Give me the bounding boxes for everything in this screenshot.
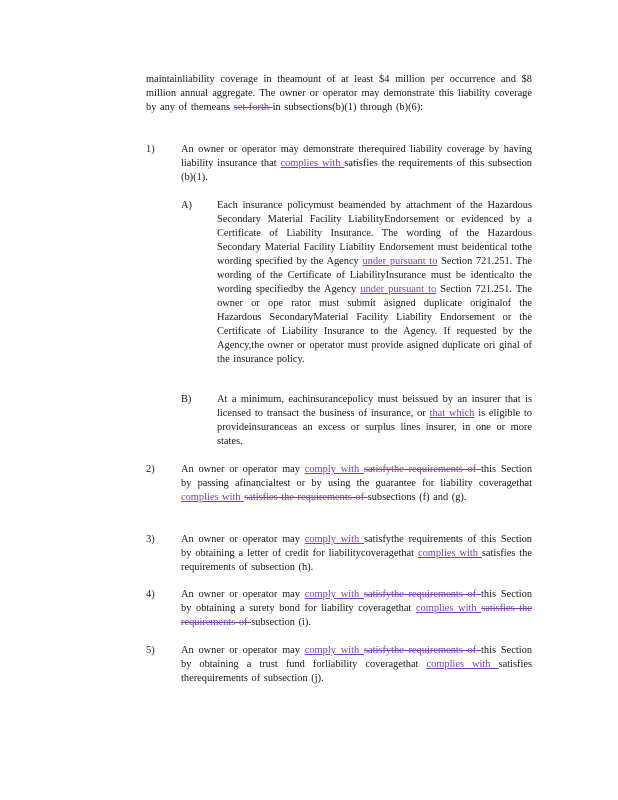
sub-a-text-3: Section 721.251. The owner or ope rator must submit asigned duplicate originalof the Hazardous SecondaryMaterial Facility Liability Endorsement or the Certificate of Liability Insurance to the Agency. If requested by the Agency,the owner or operator must provide asigned duplicate ori ginal of the insurance policy. [217,284,532,365]
item-3-number: 3) [146,534,155,545]
sub-a-insertion-2: under pursuant to [360,284,437,295]
intro-text-2: in subsections(b)(1) through (b)(6): [272,102,424,113]
item-1-text-2: satisfies the requirements of this subsection (b)(1). [181,158,533,183]
sub-b-number: B) [181,394,192,405]
item-1-number: 1) [146,144,155,155]
item-5-deletion-1: satisfythe requirements of [363,645,482,656]
sub-a-text-1: Each insurance policymust beamended by attachment of the Hazardous Secondary Material Facility LiabilityEndorsement or evidenced by a Certificate of Liability Insurance. The wording of the Hazardous Secondary Material Facility Liability Endorsement must beidentical tothe wording specified by the Agency [217,200,532,267]
item-4-paragraph [181,588,532,630]
item-5-text-1: An owner or operator may [181,645,305,656]
item-5-paragraph [181,644,532,686]
item-2-insertion-2: complies with [181,492,245,503]
item-4-text-2: this Section by obtaining a surety bond for liability coveragethat [181,589,533,614]
item-5-insertion-1: comply with [304,645,364,656]
item-4-number: 4) [146,589,155,600]
item-3-text-1: An owner or operator may [181,534,305,545]
item-4-insertion-2: complies with [415,603,482,614]
item-3-text-2: satisfythe requirements of this Section by obtaining a letter of credit for liabilitycoveragethat [181,534,532,559]
item-2-paragraph [181,463,532,505]
item-5-number: 5) [146,645,155,656]
intro-text-1: maintainliability coverage in theamount of at least $4 million per occurrence and $8 million annual aggregate. The owner or operator may demonstrate this liability coverage by any of themeans [146,74,532,113]
item-3-insertion-1: comply with [304,534,364,545]
sub-a-text-2: Section 721.251. The wording of the Certificate of LiabilityInsurance must be identicalto the wording specifiedby the Agency [217,256,533,295]
item-2-insertion-1: comply with [304,464,364,475]
item-4-deletion-1: satisfythe requirements of [363,589,482,600]
item-5-text-2: this Section by obtaining a trust fund forliability coveragethat [181,645,533,670]
intro-paragraph [146,73,532,115]
item-5-insertion-2: complies with [426,659,499,670]
item-4-insertion-1: comply with [304,589,364,600]
item-1-insertion-1: complies with [280,158,345,169]
sub-b-text-1: At a minimum, eachinsurancepolicy must beissued by an insurer that is licensed to transact the business of insurance, or [217,394,532,419]
item-2-deletion-1: satisfythe requirements of [363,464,482,475]
item-4-text-3: subsection (i). [251,617,311,628]
item-4-text-1: An owner or operator may [181,589,305,600]
intro-deletion-1: set forth [233,102,273,113]
item-4-deletion-2: satisfies the requirements of [181,603,532,628]
item-1-text-1: An owner or operator may demonstrate therequired liability coverage by having liability insurance that [181,144,532,169]
sub-b-insertion-1: that which [429,408,475,419]
item-3-paragraph [181,533,532,575]
sub-a-paragraph [217,199,532,367]
item-1-paragraph [181,143,532,185]
sub-b-paragraph [217,393,532,449]
item-2-deletion-2: satisfies the requirements of [244,492,368,503]
item-2-text-1: An owner or operator may [181,464,305,475]
item-2-number: 2) [146,464,155,475]
sub-b-text-2: is eligible to provideinsuranceas an excess or surplus lines insurer, in one or more states. [217,408,532,447]
item-3-insertion-2: complies with [417,548,482,559]
sub-a-number: A) [181,200,192,211]
item-5-text-3: satisfies therequirements of subsection (j). [181,659,533,684]
item-2-text-2: this Section by passing afinancialtest or by using the guarantee for liability coveragethat [181,464,533,489]
item-2-text-3: subsections (f) and (g). [367,492,467,503]
item-3-text-3: satisfies the requirements of subsection (h). [181,548,532,573]
sub-a-insertion-1: under pursuant to [362,256,438,267]
